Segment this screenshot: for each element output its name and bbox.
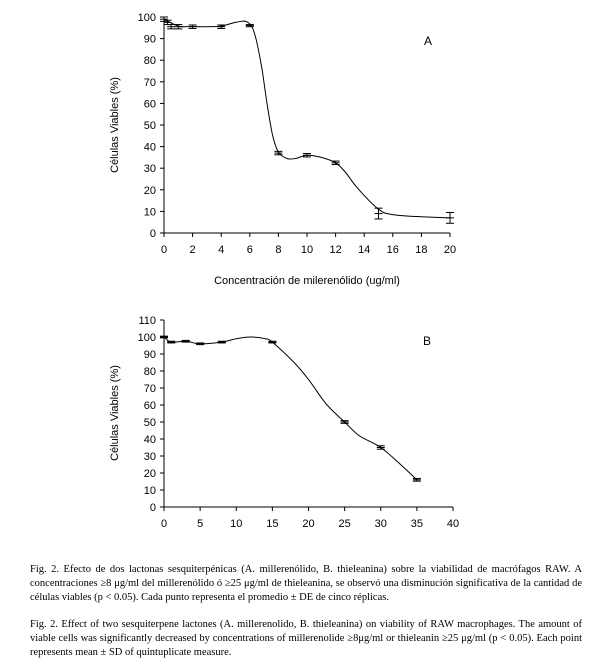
chart-b-panel-label: B — [423, 334, 432, 348]
chart-a-x-tick-label: 2 — [189, 244, 196, 256]
chart-a-data-point — [446, 212, 454, 223]
chart-b-data-point — [377, 446, 385, 449]
caption-english: Fig. 2. Effect of two sesquiterpene lactones (A. millerenolido, B. thieleanina) on viability of RAW macrophages. The amount of viable cells was significantly decreased by concentrations of millerenolide ≥8μg/ml or thieleanin ≥25 μg/ml (p < 0.05). Each point represents mean ± SD of quintuplicate measure. — [30, 619, 582, 658]
chart-a-x-tick-label: 8 — [275, 244, 282, 256]
chart-a-axes — [138, 12, 456, 256]
chart-b-x-tick-label: 35 — [410, 518, 423, 530]
chart-b-y-tick-label: 50 — [143, 417, 156, 429]
chart-a-y-tick-label: 40 — [143, 141, 156, 154]
chart-a-x-tick-label: 14 — [358, 244, 371, 256]
chart-b-data-point — [218, 341, 226, 343]
chart-b-y-tick-label: 30 — [143, 451, 156, 463]
chart-a-x-tick-label: 20 — [443, 244, 457, 256]
chart-a-x-tick-label: 16 — [386, 244, 399, 256]
chart-a-y-tick-label: 10 — [143, 206, 156, 219]
chart-a-y-tick-label: 90 — [143, 33, 156, 46]
chart-a-data-point — [274, 151, 282, 154]
chart-b-data-point — [196, 343, 204, 345]
chart-b-x-tick-label: 20 — [302, 518, 315, 530]
chart-a-x-tick-label: 6 — [246, 244, 253, 256]
chart-a — [0, 0, 602, 300]
chart-a-x-tick-label: 0 — [160, 244, 168, 256]
chart-a-data-point — [189, 25, 197, 28]
chart-b-data-point — [268, 341, 276, 343]
chart-a-series-line — [164, 19, 450, 218]
chart-a-x-tick-label: 18 — [415, 244, 428, 256]
chart-b-axes — [138, 315, 459, 530]
chart-a-x-axis-label: Concentración de milerenólido (ug/ml) — [214, 275, 400, 287]
chart-a-data-point — [246, 25, 254, 27]
chart-a-marks-layer — [160, 17, 454, 223]
chart-a-y-tick-label: 70 — [143, 76, 156, 89]
chart-b-x-tick-label: 5 — [197, 518, 204, 530]
chart-b-curve-layer — [164, 337, 417, 480]
chart-a-curve-layer — [164, 19, 450, 218]
chart-a-x-tick-label: 10 — [300, 244, 314, 256]
chart-b-x-tick-label: 15 — [266, 518, 279, 530]
chart-b-y-tick-label: 60 — [143, 400, 156, 412]
chart-b-x-tick-label: 25 — [338, 518, 351, 530]
chart-a-y-tick-label: 60 — [143, 98, 156, 111]
chart-b-x-tick-label: 10 — [230, 518, 243, 530]
chart-b-x-tick-label: 40 — [446, 518, 460, 530]
chart-a-y-tick-label: 100 — [137, 12, 156, 24]
chart-b-y-tick-label: 10 — [143, 485, 156, 497]
chart-b-y-tick-label: 100 — [137, 332, 156, 344]
chart-b-y-tick-label: 110 — [138, 315, 156, 327]
chart-a-y-tick-label: 80 — [143, 55, 156, 68]
chart-b-data-point — [341, 421, 349, 424]
chart-a-data-point — [303, 154, 311, 157]
chart-a-y-tick-label: 30 — [143, 163, 156, 176]
chart-b-x-tick-label: 30 — [374, 518, 387, 530]
chart-b-data-point — [182, 340, 190, 342]
chart-a-y-axis-label: Células Viables (%) — [109, 77, 121, 173]
chart-a-y-tick-label: 20 — [143, 184, 156, 197]
chart-b-series-line — [164, 337, 417, 480]
chart-b-y-axis-label: Células Viables (%) — [109, 365, 121, 461]
chart-a-y-tick-label: 50 — [143, 120, 156, 132]
chart-b-y-tick-label: 80 — [143, 366, 156, 378]
chart-b-y-tick-label: 70 — [143, 383, 156, 395]
chart-b-data-point — [167, 341, 175, 343]
chart-b-y-tick-label: 20 — [143, 468, 156, 480]
chart-b-x-tick-label: 0 — [160, 518, 168, 530]
chart-b — [0, 315, 602, 543]
chart-a-x-tick-label: 4 — [218, 244, 225, 256]
chart-b-data-point — [413, 478, 421, 481]
chart-a-y-tick-label: 0 — [149, 228, 156, 240]
chart-a-data-point — [375, 208, 383, 219]
chart-a-x-tick-label: 12 — [329, 244, 342, 256]
chart-a-data-point — [167, 25, 175, 29]
chart-b-marks-layer — [160, 336, 421, 481]
chart-a-panel-label: A — [424, 34, 433, 48]
caption-spanish: Fig. 2. Efecto de dos lactonas sesquiterpénicas (A. millerenólido, B. thieleanina) sobre la viabilidad de macrófagos RAW. A concentraciones ≥8 μg/ml del millerenólido ó ≥25 μg/ml de thieleanina, se observó una disminución significativa de la cantidad de células viables (p < 0.05). Cada punto representa el promedio ± DE de cinco réplicas. — [30, 564, 582, 603]
chart-b-y-tick-label: 90 — [143, 349, 156, 361]
chart-b-data-point — [160, 336, 168, 338]
chart-b-y-tick-label: 40 — [143, 434, 156, 446]
chart-b-y-tick-label: 0 — [149, 502, 156, 514]
